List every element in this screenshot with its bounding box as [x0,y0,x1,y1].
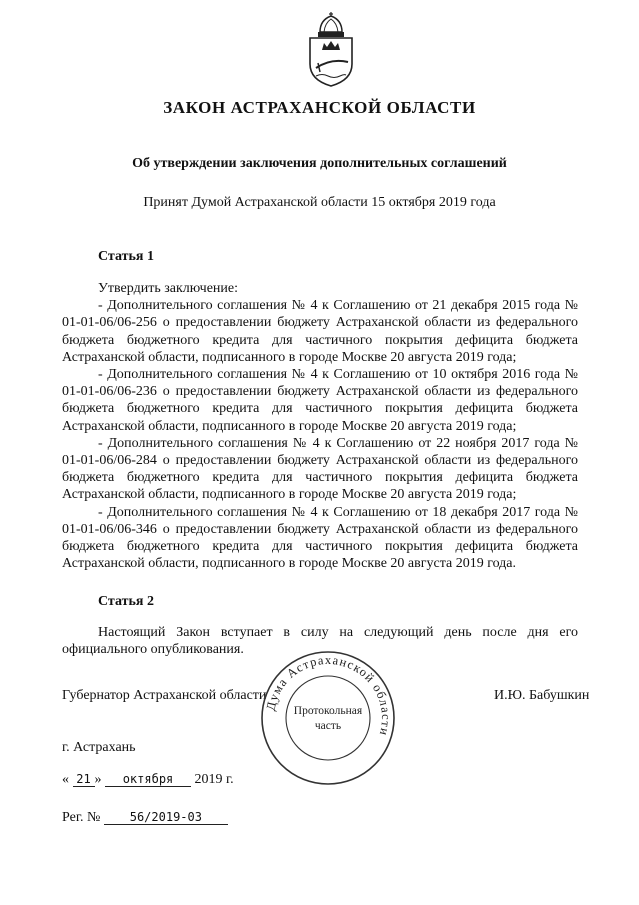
date-month: октября [105,772,191,787]
law-subtitle: Об утверждении заключения дополнительных соглашений [132,156,507,171]
article-2-text: Настоящий Закон вступает в силу на следующий день после дня его официального опубликования. [62,625,578,658]
date-close-quote: » [94,772,102,787]
stamp-ring-text: Дума Астраханской области [263,652,394,738]
coat-of-arms-icon [302,12,360,88]
article-1-item: - Дополнительного соглашения № 4 к Соглашению от 22 ноября 2017 года № 01-01-06/06-284 о предоставлении бюджету Астраханской области из федерального бюджета бюджетного кредита для частичного покрытия дефицита бюджета Астраханской области, подписанного в городе Москве 20 августа 2019 года; [62,435,578,503]
registration-number: 56/2019-03 [104,810,228,825]
date-line [62,772,234,788]
date-open-quote: « [62,772,69,787]
article-1-item: - Дополнительного соглашения № 4 к Соглашению от 18 декабря 2017 года № 01-01-06/06-346 о предоставлении бюджету Астраханской области из федерального бюджета бюджетного кредита для частичного покрытия дефицита бюджета Астраханской области, подписанного в городе Москве 20 августа 2019 года. [62,504,578,572]
governor-title: Губернатор Астраханской области [62,688,267,703]
article-1-item: - Дополнительного соглашения № 4 к Соглашению от 21 декабря 2015 года № 01-01-06/06-256 о предоставлении бюджету Астраханской области из федерального бюджета бюджетного кредита для частичного покрытия дефицита бюджета Астраханской области, подписанного в городе Москве 20 августа 2019 года; [62,298,578,365]
official-stamp [258,648,398,788]
date-year: 2019 г. [194,772,234,787]
law-title: ЗАКОН АСТРАХАНСКОЙ ОБЛАСТИ [163,98,476,117]
article-2-heading: Статья 2 [98,594,154,609]
registration-line [62,810,228,826]
article-1-body [62,280,578,572]
governor-name: И.Ю. Бабушкин [494,688,590,703]
registration-label: Рег. № [62,810,101,825]
date-day: 21 [73,772,95,787]
stamp-center-line-1: Протокольная [293,705,363,717]
stamp-center-line-2: часть [314,720,342,732]
article-1-intro: Утвердить заключение: [98,281,239,296]
article-1-item: - Дополнительного соглашения № 4 к Соглашению от 10 октября 2016 года № 01-01-06/06-236 о предоставлении бюджету Астраханской области из федерального бюджета бюджетного кредита для частичного покрытия дефицита бюджета Астраханской области, подписанного в городе Москве 20 августа 2019 года; [62,367,578,434]
city-line: г. Астрахань [62,740,136,755]
adoption-line: Принят Думой Астраханской области 15 октября 2019 года [143,195,496,210]
article-1-heading: Статья 1 [98,249,154,264]
